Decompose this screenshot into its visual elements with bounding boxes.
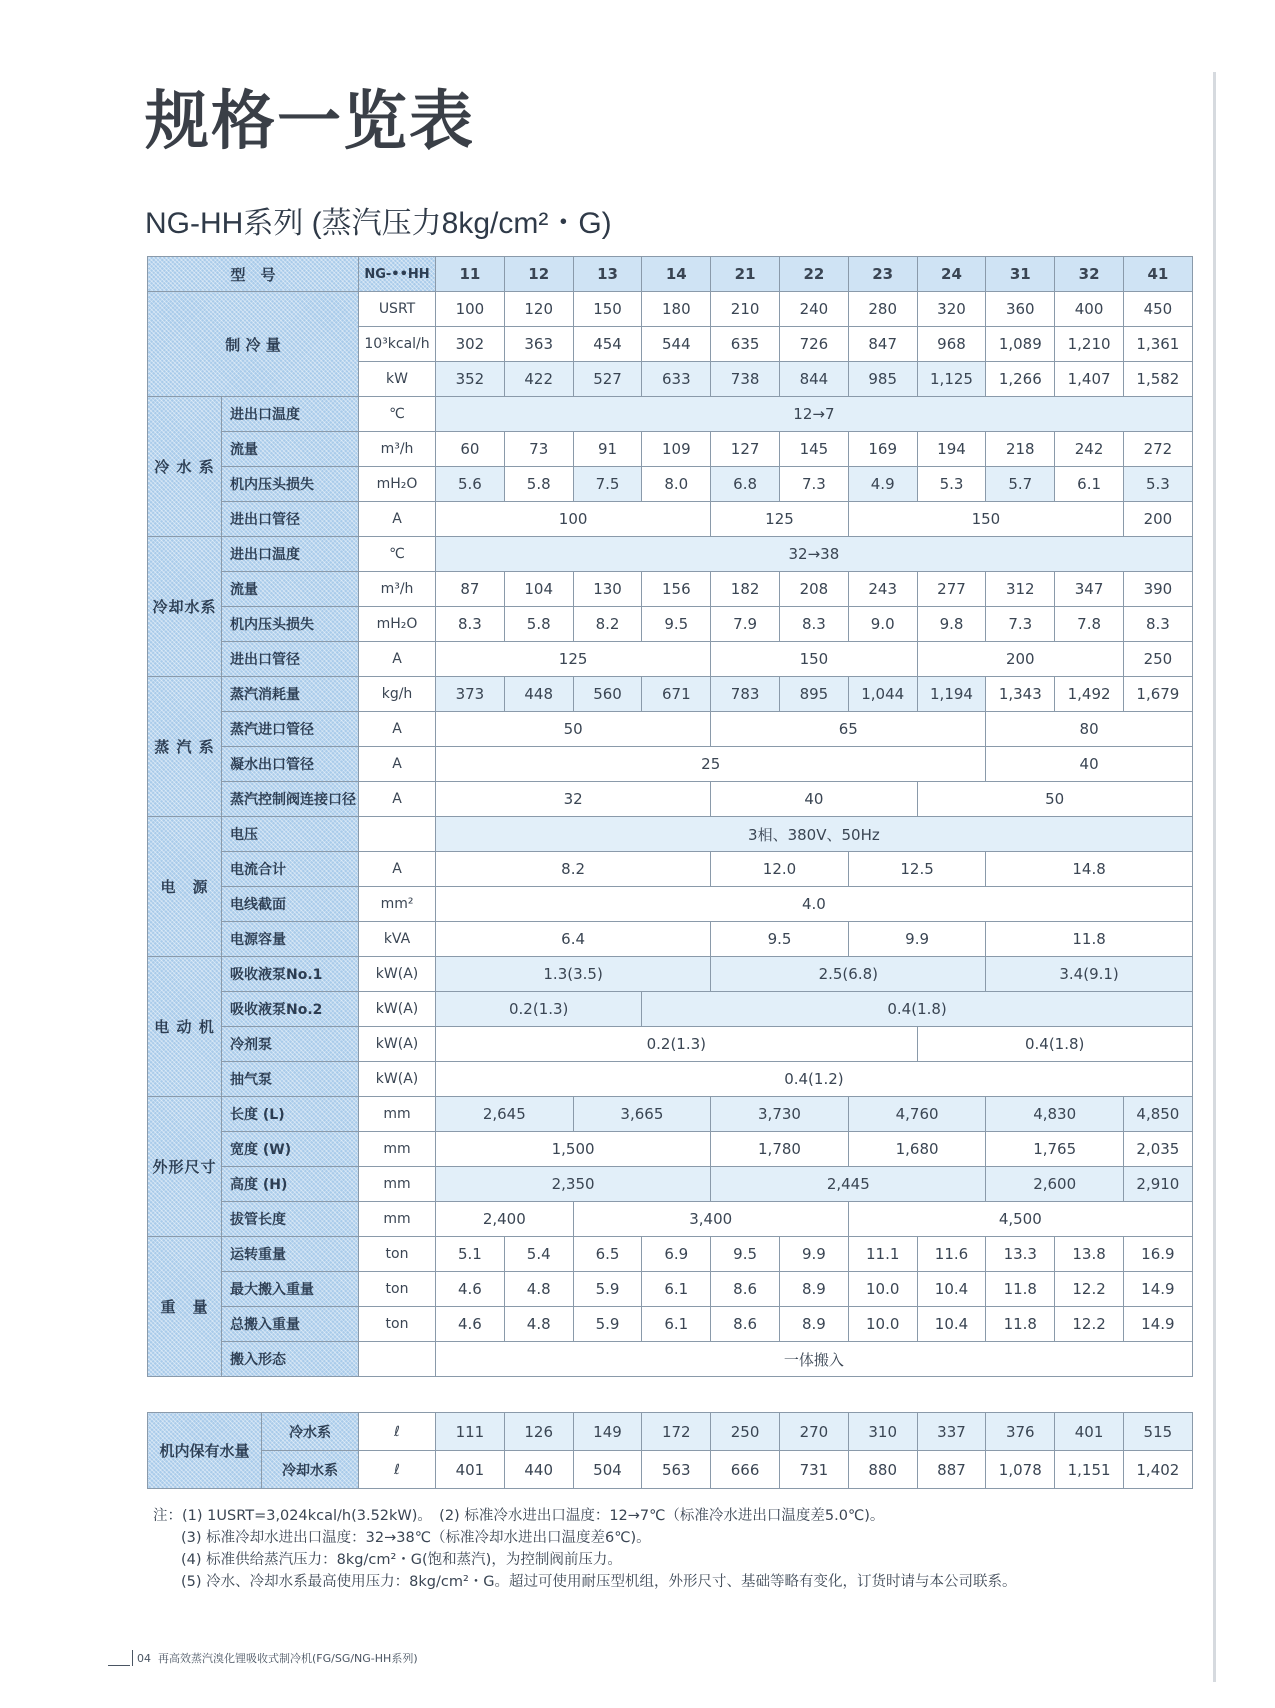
unit-cell: m³/h bbox=[359, 572, 436, 607]
unit-cell: ℓ bbox=[359, 1451, 436, 1489]
value-cell: 560 bbox=[573, 677, 642, 712]
model-cell: 14 bbox=[642, 257, 711, 292]
group-value-cell: 80 bbox=[986, 712, 1192, 747]
value-cell: 5.6 bbox=[436, 467, 505, 502]
group-value-cell: 12.5 bbox=[848, 852, 986, 887]
group-value-cell: 4,850 bbox=[1123, 1097, 1192, 1132]
value-cell: 422 bbox=[504, 362, 573, 397]
value-cell: 272 bbox=[1123, 432, 1192, 467]
value-cell: 270 bbox=[779, 1413, 848, 1451]
note-line: (3) 标准冷却水进出口温度：32→38℃（标准冷却水进出口温度差6℃)。 bbox=[181, 1530, 651, 1546]
value-cell: 4.8 bbox=[504, 1272, 573, 1307]
unit-cell: kW(A) bbox=[359, 992, 436, 1027]
value-cell: 16.9 bbox=[1123, 1237, 1192, 1272]
value-cell: 6.1 bbox=[1055, 467, 1124, 502]
value-cell: 11.1 bbox=[848, 1237, 917, 1272]
value-cell: 12.2 bbox=[1055, 1272, 1124, 1307]
value-cell: 5.3 bbox=[917, 467, 986, 502]
value-cell: 373 bbox=[436, 677, 505, 712]
unit-cell: mm² bbox=[359, 887, 436, 922]
group-value-cell: 1,780 bbox=[711, 1132, 849, 1167]
value-cell: 73 bbox=[504, 432, 573, 467]
row-label: 宽度 (W) bbox=[222, 1132, 359, 1167]
value-cell: 10.4 bbox=[917, 1272, 986, 1307]
group-value-cell: 2.5(6.8) bbox=[711, 957, 986, 992]
value-cell: 527 bbox=[573, 362, 642, 397]
unit-cell: mm bbox=[359, 1202, 436, 1237]
unit-cell: 10³kcal/h bbox=[359, 327, 436, 362]
value-cell: 1,582 bbox=[1123, 362, 1192, 397]
merged-value-cell: 12→7 bbox=[436, 397, 1193, 432]
unit-cell: ℓ bbox=[359, 1413, 436, 1451]
value-cell: 7.3 bbox=[986, 607, 1055, 642]
value-cell: 7.5 bbox=[573, 467, 642, 502]
value-cell: 13.3 bbox=[986, 1237, 1055, 1272]
group-value-cell: 100 bbox=[436, 502, 711, 537]
value-cell: 5.1 bbox=[436, 1237, 505, 1272]
value-cell: 376 bbox=[986, 1413, 1055, 1451]
row-label: 进出口管径 bbox=[222, 502, 359, 537]
value-cell: 172 bbox=[642, 1413, 711, 1451]
value-cell: 9.0 bbox=[848, 607, 917, 642]
page-footer bbox=[108, 1650, 418, 1666]
value-cell: 277 bbox=[917, 572, 986, 607]
row-label: 进出口温度 bbox=[222, 397, 359, 432]
group-value-cell: 2,035 bbox=[1123, 1132, 1192, 1167]
value-cell: 5.7 bbox=[986, 467, 1055, 502]
water-volume-label: 机内保有水量 bbox=[148, 1413, 262, 1489]
unit-cell: ℃ bbox=[359, 537, 436, 572]
model-cell: 32 bbox=[1055, 257, 1124, 292]
group-value-cell: 40 bbox=[711, 782, 917, 817]
notes bbox=[153, 1505, 1017, 1593]
value-cell: 844 bbox=[780, 362, 849, 397]
value-cell: 10.0 bbox=[848, 1307, 917, 1342]
value-cell: 1,266 bbox=[986, 362, 1055, 397]
value-cell: 544 bbox=[642, 327, 711, 362]
group-value-cell: 1,680 bbox=[848, 1132, 986, 1167]
model-cell: 24 bbox=[917, 257, 986, 292]
value-cell: 363 bbox=[504, 327, 573, 362]
row-label: 电压 bbox=[222, 817, 359, 852]
value-cell: 8.0 bbox=[642, 467, 711, 502]
value-cell: 985 bbox=[848, 362, 917, 397]
value-cell: 504 bbox=[573, 1451, 642, 1489]
value-cell: 180 bbox=[642, 292, 711, 327]
group-value-cell: 9.5 bbox=[711, 922, 849, 957]
merged-value-cell: 4.0 bbox=[436, 887, 1193, 922]
value-cell: 1,078 bbox=[986, 1451, 1055, 1489]
unit-cell: kVA bbox=[359, 922, 436, 957]
value-cell: 100 bbox=[436, 292, 505, 327]
row-label: 凝水出口管径 bbox=[222, 747, 359, 782]
merged-value-cell: 0.4(1.2) bbox=[436, 1062, 1193, 1097]
value-cell: 8.3 bbox=[1123, 607, 1192, 642]
value-cell: 7.8 bbox=[1055, 607, 1124, 642]
value-cell: 1,361 bbox=[1123, 327, 1192, 362]
value-cell: 8.3 bbox=[436, 607, 505, 642]
unit-cell: m³/h bbox=[359, 432, 436, 467]
value-cell: 150 bbox=[573, 292, 642, 327]
value-cell: 635 bbox=[711, 327, 780, 362]
value-cell: 887 bbox=[917, 1451, 986, 1489]
note-line: (5) 冷水、冷却水系最高使用压力：8kg/cm²・G。超过可使用耐压型机组，外形尺寸、基础等略有变化，订货时请与本公司联系。 bbox=[181, 1574, 1017, 1590]
row-label: 流量 bbox=[222, 572, 359, 607]
value-cell: 11.8 bbox=[986, 1272, 1055, 1307]
value-cell: 1,492 bbox=[1055, 677, 1124, 712]
value-cell: 127 bbox=[711, 432, 780, 467]
value-cell: 312 bbox=[986, 572, 1055, 607]
value-cell: 347 bbox=[1055, 572, 1124, 607]
value-cell: 9.5 bbox=[711, 1237, 780, 1272]
value-cell: 109 bbox=[642, 432, 711, 467]
model-cell: 13 bbox=[573, 257, 642, 292]
value-cell: 130 bbox=[573, 572, 642, 607]
unit-cell: A bbox=[359, 642, 436, 677]
value-cell: 1,089 bbox=[986, 327, 1055, 362]
unit-cell: mm bbox=[359, 1167, 436, 1202]
model-cell: 41 bbox=[1123, 257, 1192, 292]
group-value-cell: 2,400 bbox=[436, 1202, 574, 1237]
group-value-cell: 50 bbox=[917, 782, 1192, 817]
unit-cell: kW(A) bbox=[359, 1027, 436, 1062]
value-cell: 104 bbox=[504, 572, 573, 607]
row-label: 总搬入重量 bbox=[222, 1307, 359, 1342]
value-cell: 1,194 bbox=[917, 677, 986, 712]
group-value-cell: 4,500 bbox=[848, 1202, 1192, 1237]
group-value-cell: 2,645 bbox=[436, 1097, 574, 1132]
value-cell: 5.9 bbox=[573, 1307, 642, 1342]
note-line: (4) 标准供给蒸汽压力：8kg/cm²・G(饱和蒸汽)，为控制阀前压力。 bbox=[181, 1552, 622, 1568]
value-cell: 8.6 bbox=[711, 1272, 780, 1307]
value-cell: 208 bbox=[780, 572, 849, 607]
footer-rule bbox=[108, 1665, 130, 1666]
unit-cell: ton bbox=[359, 1237, 436, 1272]
value-cell: 7.3 bbox=[780, 467, 849, 502]
row-label: 流量 bbox=[222, 432, 359, 467]
value-cell: 352 bbox=[436, 362, 505, 397]
value-cell: 1,679 bbox=[1123, 677, 1192, 712]
model-cell: 12 bbox=[504, 257, 573, 292]
value-cell: 337 bbox=[917, 1413, 986, 1451]
unit-cell: A bbox=[359, 747, 436, 782]
group-value-cell: 25 bbox=[436, 747, 986, 782]
group-value-cell: 6.4 bbox=[436, 922, 711, 957]
value-cell: 8.9 bbox=[780, 1272, 849, 1307]
page-number: 04 bbox=[137, 1652, 151, 1665]
page-edge-rule bbox=[1213, 72, 1216, 1682]
unit-cell: ℃ bbox=[359, 397, 436, 432]
value-cell: 13.8 bbox=[1055, 1237, 1124, 1272]
value-cell: 8.2 bbox=[573, 607, 642, 642]
unit-cell: mH₂O bbox=[359, 607, 436, 642]
value-cell: 4.6 bbox=[436, 1272, 505, 1307]
group-value-cell: 11.8 bbox=[986, 922, 1192, 957]
row-label: 拔管长度 bbox=[222, 1202, 359, 1237]
value-cell: 1,125 bbox=[917, 362, 986, 397]
row-label: 抽气泵 bbox=[222, 1062, 359, 1097]
row-label: 蒸汽进口管径 bbox=[222, 712, 359, 747]
value-cell: 9.5 bbox=[642, 607, 711, 642]
value-cell: 14.9 bbox=[1123, 1307, 1192, 1342]
row-label: 吸收液泵No.1 bbox=[222, 957, 359, 992]
row-label: 蒸汽控制阀连接口径 bbox=[222, 782, 359, 817]
value-cell: 450 bbox=[1123, 292, 1192, 327]
value-cell: 9.8 bbox=[917, 607, 986, 642]
unit-cell: mm bbox=[359, 1097, 436, 1132]
value-cell: 454 bbox=[573, 327, 642, 362]
group-value-cell: 2,350 bbox=[436, 1167, 711, 1202]
value-cell: 87 bbox=[436, 572, 505, 607]
value-cell: 738 bbox=[711, 362, 780, 397]
group-value-cell: 250 bbox=[1123, 642, 1192, 677]
value-cell: 242 bbox=[1055, 432, 1124, 467]
group-value-cell: 0.2(1.3) bbox=[436, 1027, 918, 1062]
value-cell: 401 bbox=[436, 1451, 505, 1489]
group-value-cell: 125 bbox=[711, 502, 849, 537]
group-value-cell: 4,760 bbox=[848, 1097, 986, 1132]
unit-cell: A bbox=[359, 712, 436, 747]
group-value-cell: 2,910 bbox=[1123, 1167, 1192, 1202]
row-label: 运转重量 bbox=[222, 1237, 359, 1272]
section-label-dimensions: 外形尺寸 bbox=[148, 1097, 222, 1237]
unit-cell: kW bbox=[359, 362, 436, 397]
row-label: 机内压头损失 bbox=[222, 467, 359, 502]
value-cell: 448 bbox=[504, 677, 573, 712]
value-cell: 4.6 bbox=[436, 1307, 505, 1342]
row-label: 搬入形态 bbox=[222, 1342, 359, 1377]
group-value-cell: 3,400 bbox=[573, 1202, 848, 1237]
row-label: 进出口管径 bbox=[222, 642, 359, 677]
group-value-cell: 150 bbox=[848, 502, 1123, 537]
value-cell: 1,343 bbox=[986, 677, 1055, 712]
value-cell: 1,210 bbox=[1055, 327, 1124, 362]
group-value-cell: 65 bbox=[711, 712, 986, 747]
unit-cell bbox=[359, 1342, 436, 1377]
value-cell: 880 bbox=[848, 1451, 917, 1489]
unit-cell: mH₂O bbox=[359, 467, 436, 502]
value-cell: 968 bbox=[917, 327, 986, 362]
unit-cell: mm bbox=[359, 1132, 436, 1167]
value-cell: 633 bbox=[642, 362, 711, 397]
value-cell: 149 bbox=[573, 1413, 642, 1451]
unit-cell: kW(A) bbox=[359, 957, 436, 992]
value-cell: 302 bbox=[436, 327, 505, 362]
value-cell: 11.6 bbox=[917, 1237, 986, 1272]
value-cell: 6.9 bbox=[642, 1237, 711, 1272]
group-value-cell: 12.0 bbox=[711, 852, 849, 887]
value-cell: 10.0 bbox=[848, 1272, 917, 1307]
section-label-motor: 电 动 机 bbox=[148, 957, 222, 1097]
value-cell: 390 bbox=[1123, 572, 1192, 607]
value-cell: 182 bbox=[711, 572, 780, 607]
merged-value-cell: 一体搬入 bbox=[436, 1342, 1193, 1377]
group-value-cell: 1.3(3.5) bbox=[436, 957, 711, 992]
group-value-cell: 1,500 bbox=[436, 1132, 711, 1167]
value-cell: 111 bbox=[436, 1413, 505, 1451]
page-subtitle: NG-HH系列 (蒸汽压力8kg/cm²・G) bbox=[145, 207, 612, 240]
model-cell: 22 bbox=[780, 257, 849, 292]
group-value-cell: 0.4(1.8) bbox=[917, 1027, 1192, 1062]
section-label-cooling-capacity: 制 冷 量 bbox=[148, 292, 359, 397]
value-cell: 8.9 bbox=[780, 1307, 849, 1342]
model-cell: 11 bbox=[436, 257, 505, 292]
value-cell: 400 bbox=[1055, 292, 1124, 327]
group-value-cell: 0.4(1.8) bbox=[642, 992, 1192, 1027]
value-cell: 126 bbox=[504, 1413, 573, 1451]
value-cell: 60 bbox=[436, 432, 505, 467]
value-cell: 210 bbox=[711, 292, 780, 327]
value-cell: 401 bbox=[1055, 1413, 1124, 1451]
value-cell: 440 bbox=[504, 1451, 573, 1489]
model-cell: 21 bbox=[711, 257, 780, 292]
value-cell: 243 bbox=[848, 572, 917, 607]
value-cell: 120 bbox=[504, 292, 573, 327]
section-label-steam: 蒸 汽 系 bbox=[148, 677, 222, 817]
value-cell: 9.9 bbox=[780, 1237, 849, 1272]
unit-cell: A bbox=[359, 782, 436, 817]
value-cell: 320 bbox=[917, 292, 986, 327]
row-label: 机内压头损失 bbox=[222, 607, 359, 642]
group-value-cell: 3,730 bbox=[711, 1097, 849, 1132]
value-cell: 250 bbox=[711, 1413, 780, 1451]
header-unit: NG-••HH bbox=[359, 257, 436, 292]
note-line: 注：(1) 1USRT=3,024kcal/h(3.52kW)。 (2) 标准冷水进出口温度：12→7℃（标准冷水进出口温度差5.0℃)。 bbox=[153, 1508, 885, 1524]
value-cell: 6.5 bbox=[573, 1237, 642, 1272]
value-cell: 11.8 bbox=[986, 1307, 1055, 1342]
value-cell: 194 bbox=[917, 432, 986, 467]
value-cell: 5.3 bbox=[1123, 467, 1192, 502]
group-value-cell: 9.9 bbox=[848, 922, 986, 957]
value-cell: 666 bbox=[711, 1451, 780, 1489]
value-cell: 5.4 bbox=[504, 1237, 573, 1272]
value-cell: 10.4 bbox=[917, 1307, 986, 1342]
group-value-cell: 200 bbox=[1123, 502, 1192, 537]
group-value-cell: 32 bbox=[436, 782, 711, 817]
group-value-cell: 8.2 bbox=[436, 852, 711, 887]
value-cell: 6.1 bbox=[642, 1307, 711, 1342]
value-cell: 8.6 bbox=[711, 1307, 780, 1342]
unit-cell: kg/h bbox=[359, 677, 436, 712]
value-cell: 156 bbox=[642, 572, 711, 607]
value-cell: 218 bbox=[986, 432, 1055, 467]
page-title: 规格一览表 bbox=[145, 85, 475, 159]
row-label: 冷水系 bbox=[262, 1413, 359, 1451]
merged-value-cell: 3相、380V、50Hz bbox=[436, 817, 1193, 852]
row-label: 吸收液泵No.2 bbox=[222, 992, 359, 1027]
value-cell: 5.8 bbox=[504, 607, 573, 642]
value-cell: 6.8 bbox=[711, 467, 780, 502]
unit-cell: ton bbox=[359, 1272, 436, 1307]
value-cell: 240 bbox=[780, 292, 849, 327]
value-cell: 7.9 bbox=[711, 607, 780, 642]
row-label: 电流合计 bbox=[222, 852, 359, 887]
value-cell: 1,044 bbox=[848, 677, 917, 712]
model-cell: 23 bbox=[848, 257, 917, 292]
value-cell: 731 bbox=[779, 1451, 848, 1489]
value-cell: 671 bbox=[642, 677, 711, 712]
section-label-chilled-water: 冷 水 系 bbox=[148, 397, 222, 537]
row-label: 最大搬入重量 bbox=[222, 1272, 359, 1307]
value-cell: 895 bbox=[780, 677, 849, 712]
group-value-cell: 125 bbox=[436, 642, 711, 677]
value-cell: 12.2 bbox=[1055, 1307, 1124, 1342]
group-value-cell: 3.4(9.1) bbox=[986, 957, 1192, 992]
value-cell: 1,151 bbox=[1055, 1451, 1124, 1489]
unit-cell: USRT bbox=[359, 292, 436, 327]
group-value-cell: 50 bbox=[436, 712, 711, 747]
value-cell: 5.9 bbox=[573, 1272, 642, 1307]
group-value-cell: 0.2(1.3) bbox=[436, 992, 642, 1027]
unit-cell: kW(A) bbox=[359, 1062, 436, 1097]
value-cell: 4.9 bbox=[848, 467, 917, 502]
unit-cell bbox=[359, 817, 436, 852]
group-value-cell: 2,445 bbox=[711, 1167, 986, 1202]
row-label: 电源容量 bbox=[222, 922, 359, 957]
water-volume-table bbox=[147, 1412, 1193, 1489]
unit-cell: A bbox=[359, 502, 436, 537]
value-cell: 515 bbox=[1123, 1413, 1192, 1451]
group-value-cell: 2,600 bbox=[986, 1167, 1124, 1202]
row-label: 蒸汽消耗量 bbox=[222, 677, 359, 712]
merged-value-cell: 32→38 bbox=[436, 537, 1193, 572]
value-cell: 360 bbox=[986, 292, 1055, 327]
unit-cell: ton bbox=[359, 1307, 436, 1342]
group-value-cell: 40 bbox=[986, 747, 1192, 782]
unit-cell: A bbox=[359, 852, 436, 887]
value-cell: 145 bbox=[780, 432, 849, 467]
value-cell: 6.1 bbox=[642, 1272, 711, 1307]
group-value-cell: 4,830 bbox=[986, 1097, 1124, 1132]
section-label-power: 电 源 bbox=[148, 817, 222, 957]
value-cell: 310 bbox=[848, 1413, 917, 1451]
value-cell: 1,407 bbox=[1055, 362, 1124, 397]
value-cell: 783 bbox=[711, 677, 780, 712]
value-cell: 14.9 bbox=[1123, 1272, 1192, 1307]
value-cell: 847 bbox=[848, 327, 917, 362]
footer-text: 再高效蒸汽溴化锂吸收式制冷机(FG/SG/NG-HH系列) bbox=[158, 1652, 418, 1665]
section-label-cooling-water: 冷却水系 bbox=[148, 537, 222, 677]
value-cell: 563 bbox=[642, 1451, 711, 1489]
group-value-cell: 3,665 bbox=[573, 1097, 711, 1132]
value-cell: 169 bbox=[848, 432, 917, 467]
row-label: 冷却水系 bbox=[262, 1451, 359, 1489]
value-cell: 1,402 bbox=[1123, 1451, 1192, 1489]
row-label: 高度 (H) bbox=[222, 1167, 359, 1202]
group-value-cell: 200 bbox=[917, 642, 1123, 677]
group-value-cell: 14.8 bbox=[986, 852, 1192, 887]
value-cell: 8.3 bbox=[780, 607, 849, 642]
row-label: 电线截面 bbox=[222, 887, 359, 922]
value-cell: 91 bbox=[573, 432, 642, 467]
header-label: 型 号 bbox=[148, 257, 359, 292]
group-value-cell: 1,765 bbox=[986, 1132, 1124, 1167]
row-label: 进出口温度 bbox=[222, 537, 359, 572]
group-value-cell: 150 bbox=[711, 642, 917, 677]
section-label-weight: 重 量 bbox=[148, 1237, 222, 1377]
footer-divider bbox=[132, 1650, 133, 1666]
model-cell: 31 bbox=[986, 257, 1055, 292]
row-label: 长度 (L) bbox=[222, 1097, 359, 1132]
value-cell: 4.8 bbox=[504, 1307, 573, 1342]
spec-table bbox=[147, 256, 1193, 1377]
value-cell: 5.8 bbox=[504, 467, 573, 502]
value-cell: 280 bbox=[848, 292, 917, 327]
row-label: 冷剂泵 bbox=[222, 1027, 359, 1062]
value-cell: 726 bbox=[780, 327, 849, 362]
